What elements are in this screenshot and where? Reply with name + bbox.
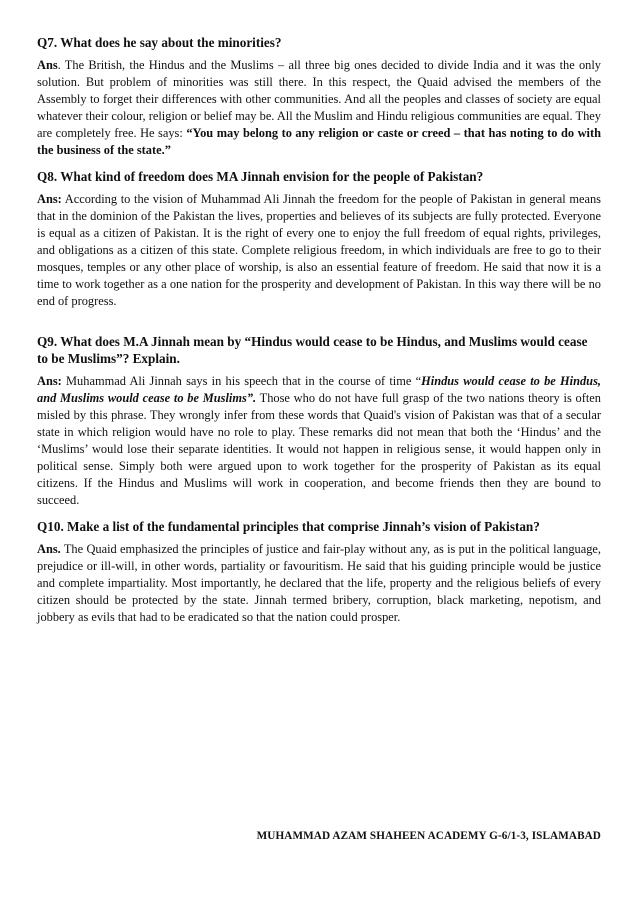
question-block-q10 (37, 518, 601, 626)
question-heading: Q10. Make a list of the fundamental principles that comprise Jinnah’s vision of Pakistan? (37, 519, 540, 534)
answer-label: Ans: (37, 192, 62, 206)
page-footer: MUHAMMAD AZAM SHAHEEN ACADEMY G-6/1-3, ISLAMABAD (256, 830, 601, 842)
question-heading: Q7. What does he say about the minorities? (37, 35, 282, 50)
answer-paragraph (37, 57, 601, 159)
question-block-q8 (37, 168, 601, 310)
question-heading: Q9. What does M.A Jinnah mean by “Hindus would cease to be Hindus, and Muslims would cease to be Muslims”? Explain. (37, 334, 588, 366)
answer-text: . The British, the Hindus and the Muslims – all three big ones decided to divide India and it was the only solution. But problem of minorities was still there. In this respect, the Quaid advised the members of the Assembly to forget their differences with other communities. And all the peoples and classes of society are equal whatever their colour, religion or belief may be. All the Muslim and Hindu religious communities are equal. They are completely free. He says: (37, 58, 601, 140)
answer-text: Muhammad Ali Jinnah says in his speech that in the course of time “ (61, 374, 422, 388)
answer-quote: Hindus would cease to be Hindus, and Muslims would cease to be Muslims”. (37, 374, 601, 405)
answer-text: According to the vision of Muhammad Ali Jinnah the freedom for the people of Pakistan in general means that in the dominion of the Pakistan the lives, properties and believes of its subjects are fully protected. Everyone is equal as a citizen of Pakistan. It is the right of every one to enjoy the full freedom of equal rights, privileges, and obligations as a citizen of this state. Complete religious freedom, in which individuals are free to go to their mosques, temples or any other place of worship, is also an essential feature of freedom. He said that now it is a time to work together as a one nation for the prosperity and development of Pakistan. In this way there will be no end of progress. (37, 192, 601, 308)
answer-quote: “You may belong to any religion or caste or creed – that has noting to do with the business of the state.” (37, 126, 602, 157)
answer-label: Ans. (37, 542, 61, 556)
answer-label: Ans: (37, 374, 62, 388)
answer-paragraph (37, 541, 601, 626)
answer-paragraph (37, 191, 601, 310)
answer-text-continued: Those who do not have full grasp of the two nations theory is often misled by this phrase. They wrongly infer from these words that Quaid's vision of Pakistan was that of a secular state in which religion would have no role to play. These remarks did not mean that both the ‘Hindus’ and the ‘Muslims’ would lose their separate identities. It would not happen in religious sense, it would happen only in political sense. Simply both were argued upon to work together for the prosperity of Pakistan as its equal citizens. If the Hindus and Muslims will work in cooperation, and become friends then they are bound to succeed. (37, 391, 601, 507)
answer-text: The Quaid emphasized the principles of justice and fair-play without any, as is put in the political language, prejudice or ill-will, in other words, partiality or favouritism. He said that his guiding principle would be justice and complete impartiality. Most importantly, he declared that the life, property and the religious beliefs of every citizen should be protected by the state. Jinnah termed bribery, corruption, black marketing, nepotism, and jobbery as evils that had to be eradicated so that the nation could prosper. (37, 542, 601, 624)
answer-paragraph (37, 373, 601, 509)
question-block-q9 (37, 333, 601, 509)
question-heading: Q8. What kind of freedom does MA Jinnah envision for the people of Pakistan? (37, 169, 484, 184)
question-block-q7 (37, 34, 601, 159)
spacer (37, 319, 601, 333)
answer-label: Ans (37, 58, 58, 72)
